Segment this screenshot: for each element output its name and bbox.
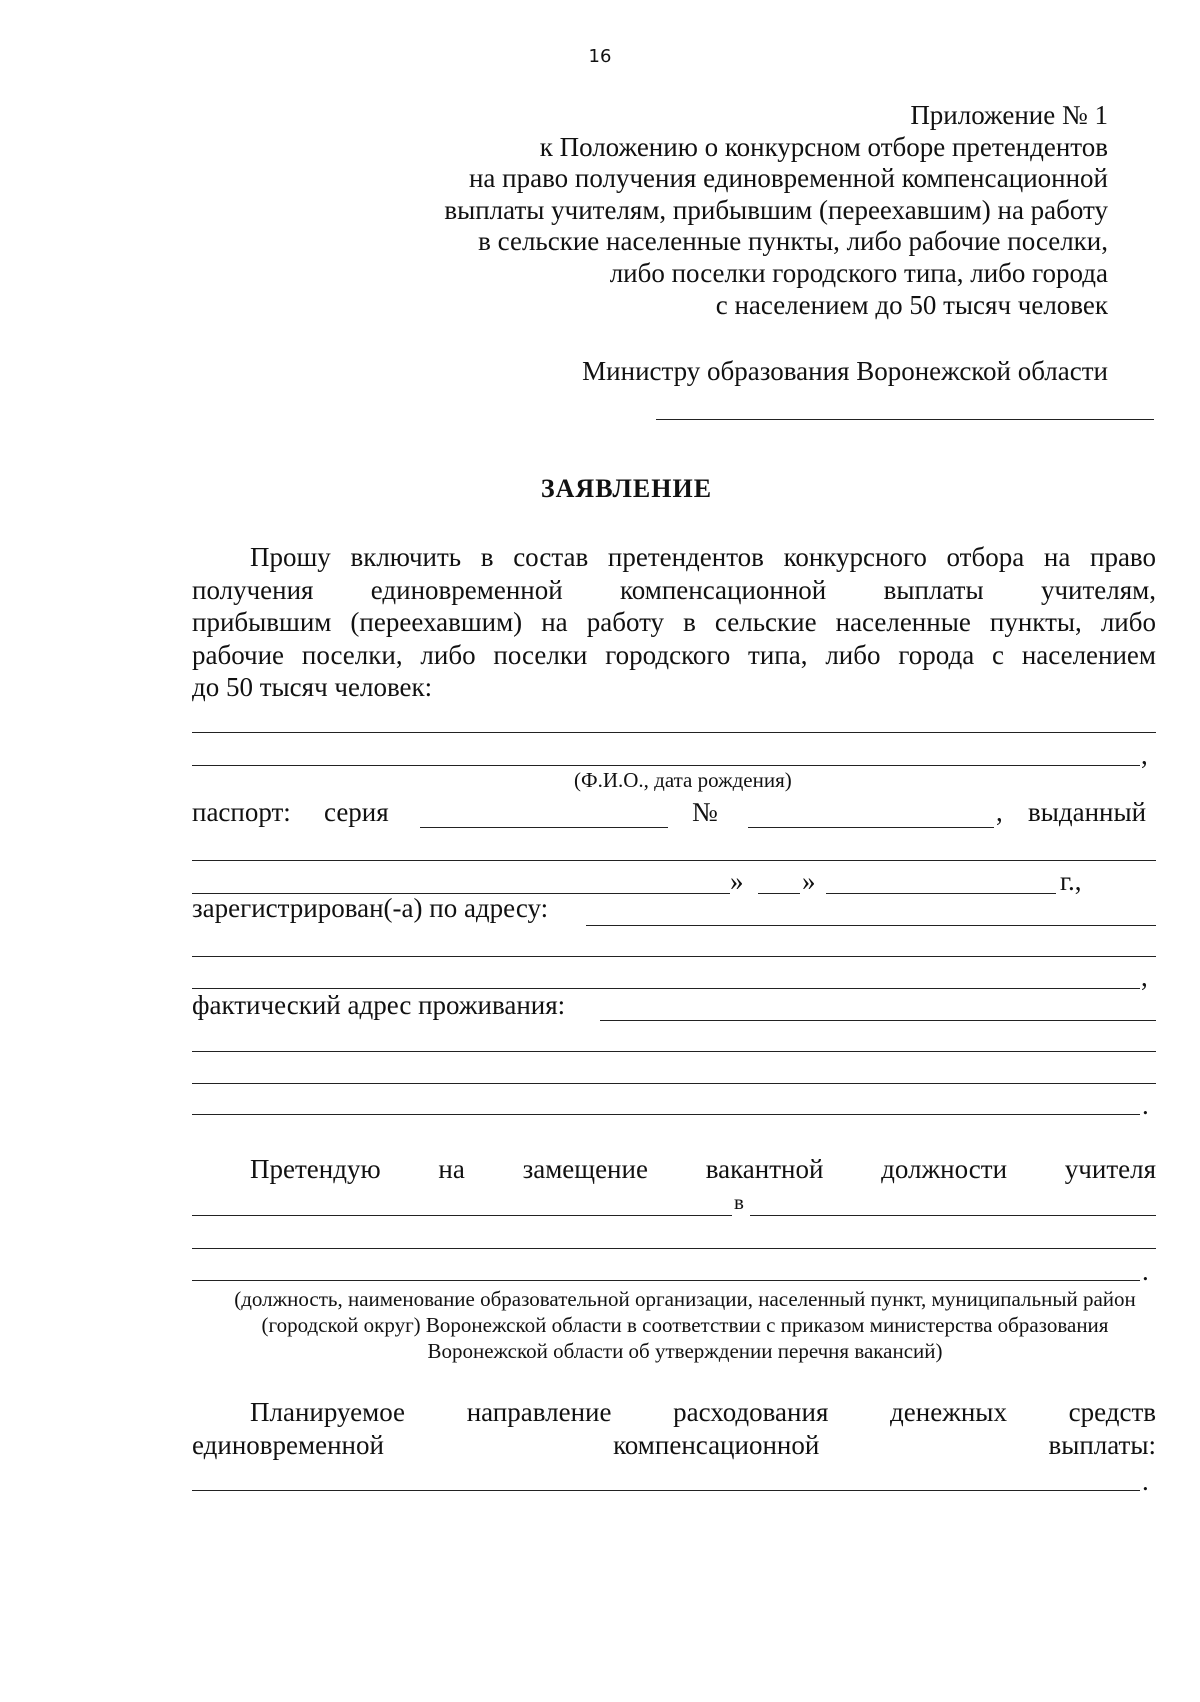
vacancy-organization-field[interactable] [750,1215,1156,1216]
actual-address-field-1[interactable] [600,1020,1156,1021]
addressee-name-field[interactable] [656,419,1154,420]
issue-month-year-field[interactable] [826,893,1056,894]
date-quote-open: » [730,866,744,896]
vacancy-word: должности [881,1154,1008,1184]
vacancy-word: учителя [1064,1154,1157,1184]
actual-address-field-3[interactable] [192,1083,1156,1084]
actual-address-label: фактический адрес проживания: [192,990,566,1020]
vacancy-word: вакантной [705,1154,824,1184]
passport-number-label: № [692,797,718,827]
planned-word: средств [1068,1397,1157,1427]
actual-address-field-2[interactable] [192,1051,1156,1052]
issue-day-field[interactable] [758,893,800,894]
vacancy-field-2[interactable] [192,1248,1156,1249]
vacancy-period: . [1142,1256,1149,1286]
registered-address-label: зарегистрирован(-а) по адресу: [192,893,549,923]
planned-line-1 [250,1397,1156,1428]
passport-number-field[interactable] [748,827,994,828]
planned-period: . [1142,1466,1149,1496]
passport-series-label: серия [324,797,389,827]
request-line: получения единовременной компенсационной выплаты учителям, [192,574,1156,605]
issued-by-field[interactable] [192,860,1156,861]
passport-comma: , [996,797,1003,827]
request-paragraph [192,541,1156,704]
annex-line: к Положению о конкурсном отборе претендентов [539,131,1108,162]
planned-line-2 [192,1430,1156,1461]
annex-line: выплаты учителям, прибывшим (переехавшим) на работу [444,194,1108,225]
request-line: рабочие поселки, либо поселки городского типа, либо города с населением [192,639,1156,670]
vacancy-statement [250,1154,1156,1185]
vacancy-in-label: в [734,1190,744,1214]
annex-line: Приложение № 1 [910,100,1108,130]
annex-header [444,100,1108,321]
vacancy-position-field[interactable] [192,1215,732,1216]
request-line: прибывшим (переехавшим) на работу в сельские населенные пункты, либо [192,607,1156,637]
planned-direction-field[interactable] [192,1490,1140,1491]
registered-comma: , [1141,962,1148,992]
fio-caption: (Ф.И.О., дата рождения) [574,768,792,792]
page-number: 16 [588,46,612,67]
actual-period: . [1142,1090,1149,1120]
annex-line: с населением до 50 тысяч человек [715,289,1108,320]
request-line: Прошу включить в состав претендентов конкурсного отбора на право [250,542,1156,572]
date-quote-close: » [802,866,816,896]
registered-address-field-3[interactable] [192,988,1140,989]
vacancy-word: Претендую [250,1154,381,1184]
passport-series-field[interactable] [420,827,668,828]
planned-word: Планируемое [250,1397,406,1427]
planned-word: расходования [673,1397,829,1427]
fio-field-line-1[interactable] [192,732,1156,733]
fio-comma: , [1141,740,1148,770]
planned-word: направление [466,1397,612,1427]
year-suffix: г., [1060,866,1082,896]
passport-label: паспорт: [192,797,291,827]
planned-word: денежных [890,1397,1007,1427]
planned-word: компенсационной [613,1430,820,1460]
vacancy-field-3[interactable] [192,1280,1140,1281]
annex-line: на право получения единовременной компенсационной [468,163,1108,194]
vacancy-word: на [438,1154,465,1184]
vacancy-caption: (должность, наименование образовательной организации, населенный пункт, муниципальный район (городской округ) Воронежской области в соответствии с приказом министерства образования Воронежской области об утверждении перечня вакансий) [234,1287,1136,1363]
annex-line: в сельские населенные пункты, либо рабочие поселки, [478,226,1108,257]
planned-word: единовременной [192,1430,384,1460]
annex-line: либо поселки городского типа, либо города [609,257,1108,288]
addressee: Министру образования Воронежской области [582,356,1108,386]
vacancy-word: замещение [522,1154,648,1184]
request-line: до 50 тысяч человек: [192,672,433,702]
fio-field-line-2[interactable] [192,765,1140,766]
registered-address-field-1[interactable] [586,925,1156,926]
actual-address-field-4[interactable] [192,1114,1140,1115]
registered-address-field-2[interactable] [192,956,1156,957]
planned-word: выплаты: [1048,1430,1156,1460]
document-title: ЗАЯВЛЕНИЕ [540,474,713,503]
passport-issued-label: выданный [1028,797,1147,827]
